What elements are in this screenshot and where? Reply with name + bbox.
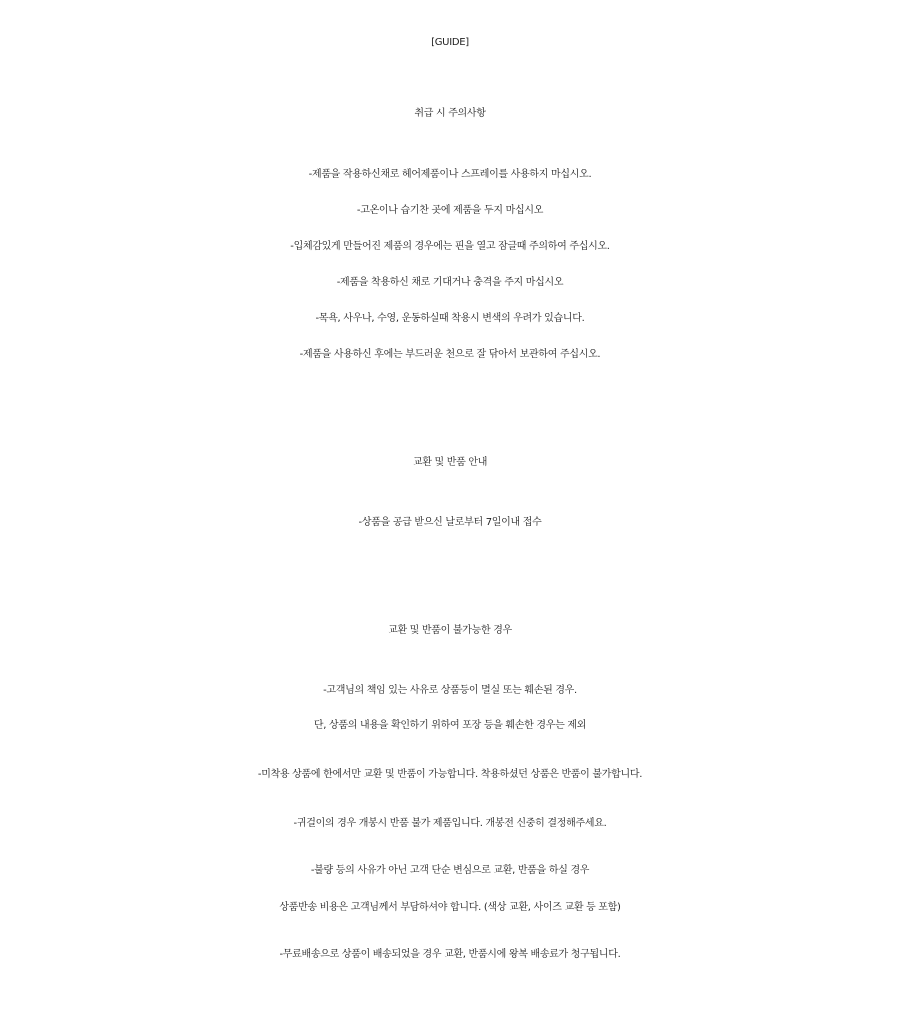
not-allowed-item: -귀걸이의 경우 개봉시 반품 불가 제품입니다. 개봉전 신중히 결정해주세요. (293, 818, 607, 829)
guide-label: [GUIDE] (431, 37, 469, 48)
not-allowed-section-title: 교환 및 반품이 불가능한 경우 (388, 625, 512, 636)
not-allowed-item: -고객님의 책임 있는 사유로 상품등이 멸실 또는 훼손된 경우. (323, 685, 577, 696)
care-item: -제품을 작용하신채로 헤어제품이나 스프레이를 사용하지 마십시오. (308, 169, 592, 180)
care-item: -제품을 착용하신 채로 기대거나 충격을 주지 마십시오 (336, 277, 564, 288)
exchange-item: -상품을 공급 받으신 날로부터 7일이내 접수 (358, 517, 542, 528)
care-item: -목욕, 사우나, 수영, 운동하실때 착용시 변색의 우려가 있습니다. (315, 313, 585, 324)
not-allowed-item: 단, 상품의 내용을 확인하기 위하여 포장 등을 훼손한 경우는 제외 (313, 720, 587, 731)
not-allowed-item: -미착용 상품에 한에서만 교환 및 반품이 가능합니다. 착용하셨던 상품은 반품이 불가합니다. (257, 769, 643, 780)
not-allowed-item: -무료배송으로 상품이 배송되었을 경우 교환, 반품시에 왕복 배송료가 청구됩니다. (279, 949, 621, 960)
exchange-section-title: 교환 및 반품 안내 (412, 457, 488, 468)
care-item: -제품을 사용하신 후에는 부드러운 천으로 잘 닦아서 보관하여 주십시오. (299, 349, 601, 360)
care-item: -고온이나 습기찬 곳에 제품을 두지 마십시오 (356, 205, 544, 216)
care-item: -입체감있게 만들어진 제품의 경우에는 핀을 열고 잠글때 주의하여 주십시오. (290, 241, 610, 252)
care-section-title: 취급 시 주의사항 (414, 108, 486, 119)
not-allowed-item: -불량 등의 사유가 아닌 고객 단순 변심으로 교환, 반품을 하실 경우 (310, 865, 590, 876)
not-allowed-item: 상품반송 비용은 고객님께서 부담하셔야 합니다. (색상 교환, 사이즈 교환 등 포함) (279, 902, 621, 913)
